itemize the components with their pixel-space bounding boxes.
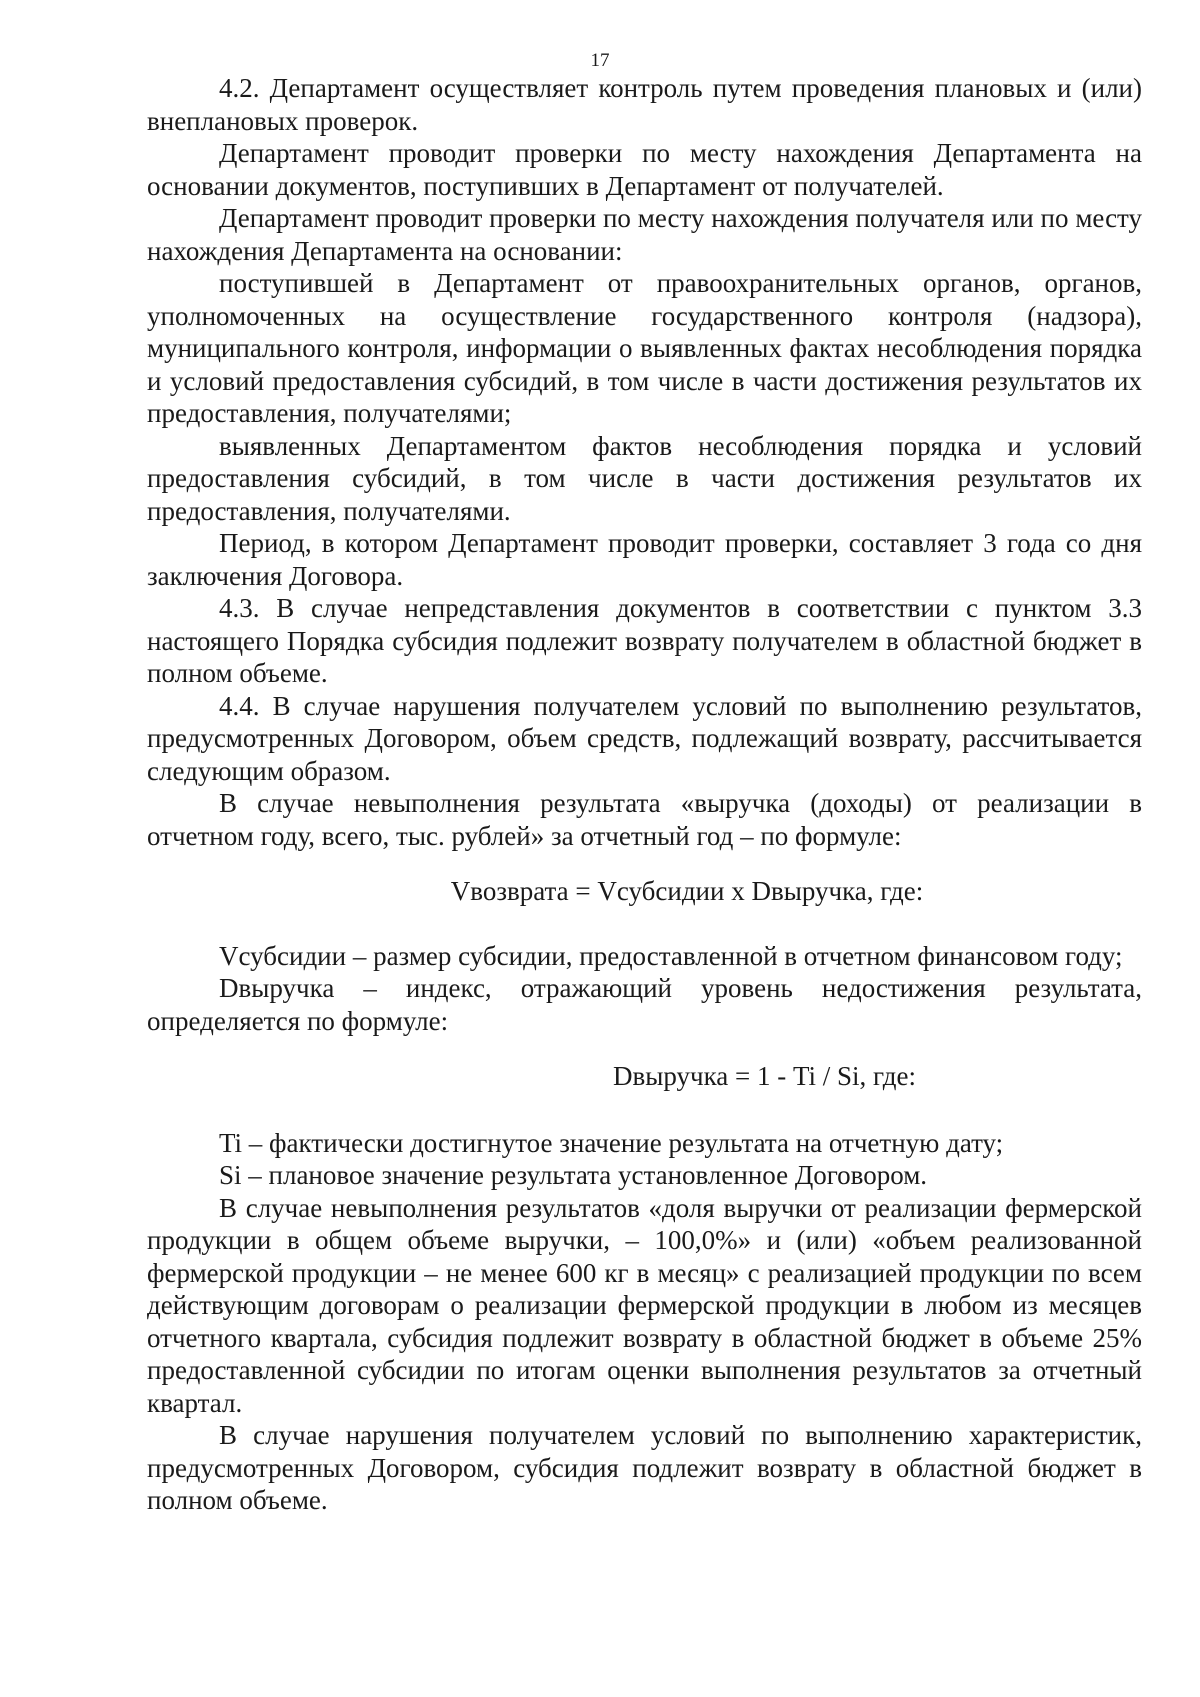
paragraph-inspection-location: Департамент проводит проверки по месту нахождения получателя или по месту нахождения Департамента на основании: — [147, 203, 1142, 266]
paragraph-inspection-period: Период, в котором Департамент проводит проверки, составляет 3 года со дня заключения Договора. — [147, 528, 1142, 591]
formula-d-revenue: Dвыручка = 1 - Ti / Si, где: — [612, 1061, 917, 1091]
paragraph-4-4: 4.4. В случае нарушения получателем условий по выполнению результатов, предусмотренных Договором, объем средств, подлежащий возврату, рассчитывается следующим образом. — [147, 690, 1142, 786]
paragraph-4-3: 4.3. В случае непредставления документов в соответствии с пунктом 3.3 настоящего Порядка субсидия подлежит возврату получателем в областной бюджет в полном объеме. — [147, 593, 1142, 688]
paragraph-revenue-result: В случае невыполнения результата «выручка (доходы) от реализации в отчетном году, всего, тыс. рублей» за отчетный год – по формуле: — [147, 788, 1142, 851]
paragraph-ti-definition: Ti – фактически достигнутое значение результата на отчетную дату; — [219, 1127, 1004, 1158]
paragraph-4-2: 4.2. Департамент осуществляет контроль путем проведения плановых и (или) внеплановых проверок. — [147, 73, 1142, 136]
paragraph-d-revenue: Dвыручка – индекс, отражающий уровень недостижения результата, определяется по формуле: — [147, 973, 1142, 1036]
paragraph-farm-products: В случае невыполнения результатов «доля выручки от реализации фермерской продукции в общем объеме выручки, – 100,0%» и (или) «объем реализованной фермерской продукции – не менее 600 кг в месяц» с реализацией продукции по всем действующим договорам о реализации фермерской продукции в любом из месяцев отчетного квартала, субсидия подлежит возврату в областной бюджет в объеме 25% предоставленной субсидии по итогам оценки выполнения результатов за отчетный квартал. — [147, 1192, 1142, 1418]
paragraph-grounds-department: выявленных Департаментом фактов несоблюдения порядка и условий предоставления субсидий, в том числе в части достижения результатов их предоставления, получателями. — [147, 430, 1142, 526]
document-body — [147, 72, 1142, 1517]
paragraph-v-subsidy: Vсубсидии – размер субсидии, предоставленной в отчетном финансовом году; — [219, 940, 1123, 971]
paragraph-grounds-law-enforcement: поступившей в Департамент от правоохранительных органов, органов, уполномоченных на осуществление государственного контроля (надзора), муниципального контроля, информации о выявленных фактах несоблюдения порядка и условий предоставления субсидий, в том числе в части достижения результатов их предоставления, получателями; — [147, 268, 1142, 428]
formula-refund-volume: Vвозврата = Vсубсидии x Dвыручка, где: — [450, 876, 924, 906]
paragraph-si-definition: Si – плановое значение результата установленное Договором. — [219, 1160, 928, 1190]
paragraph-inspection-department: Департамент проводит проверки по месту нахождения Департамента на основании документов, поступивших в Департамент от получателей. — [147, 138, 1142, 201]
paragraph-characteristics: В случае нарушения получателем условий по выполнению характеристик, предусмотренных Договором, субсидия подлежит возврату в областной бюджет в полном объеме. — [147, 1420, 1142, 1515]
page-number: 17 — [590, 50, 610, 71]
